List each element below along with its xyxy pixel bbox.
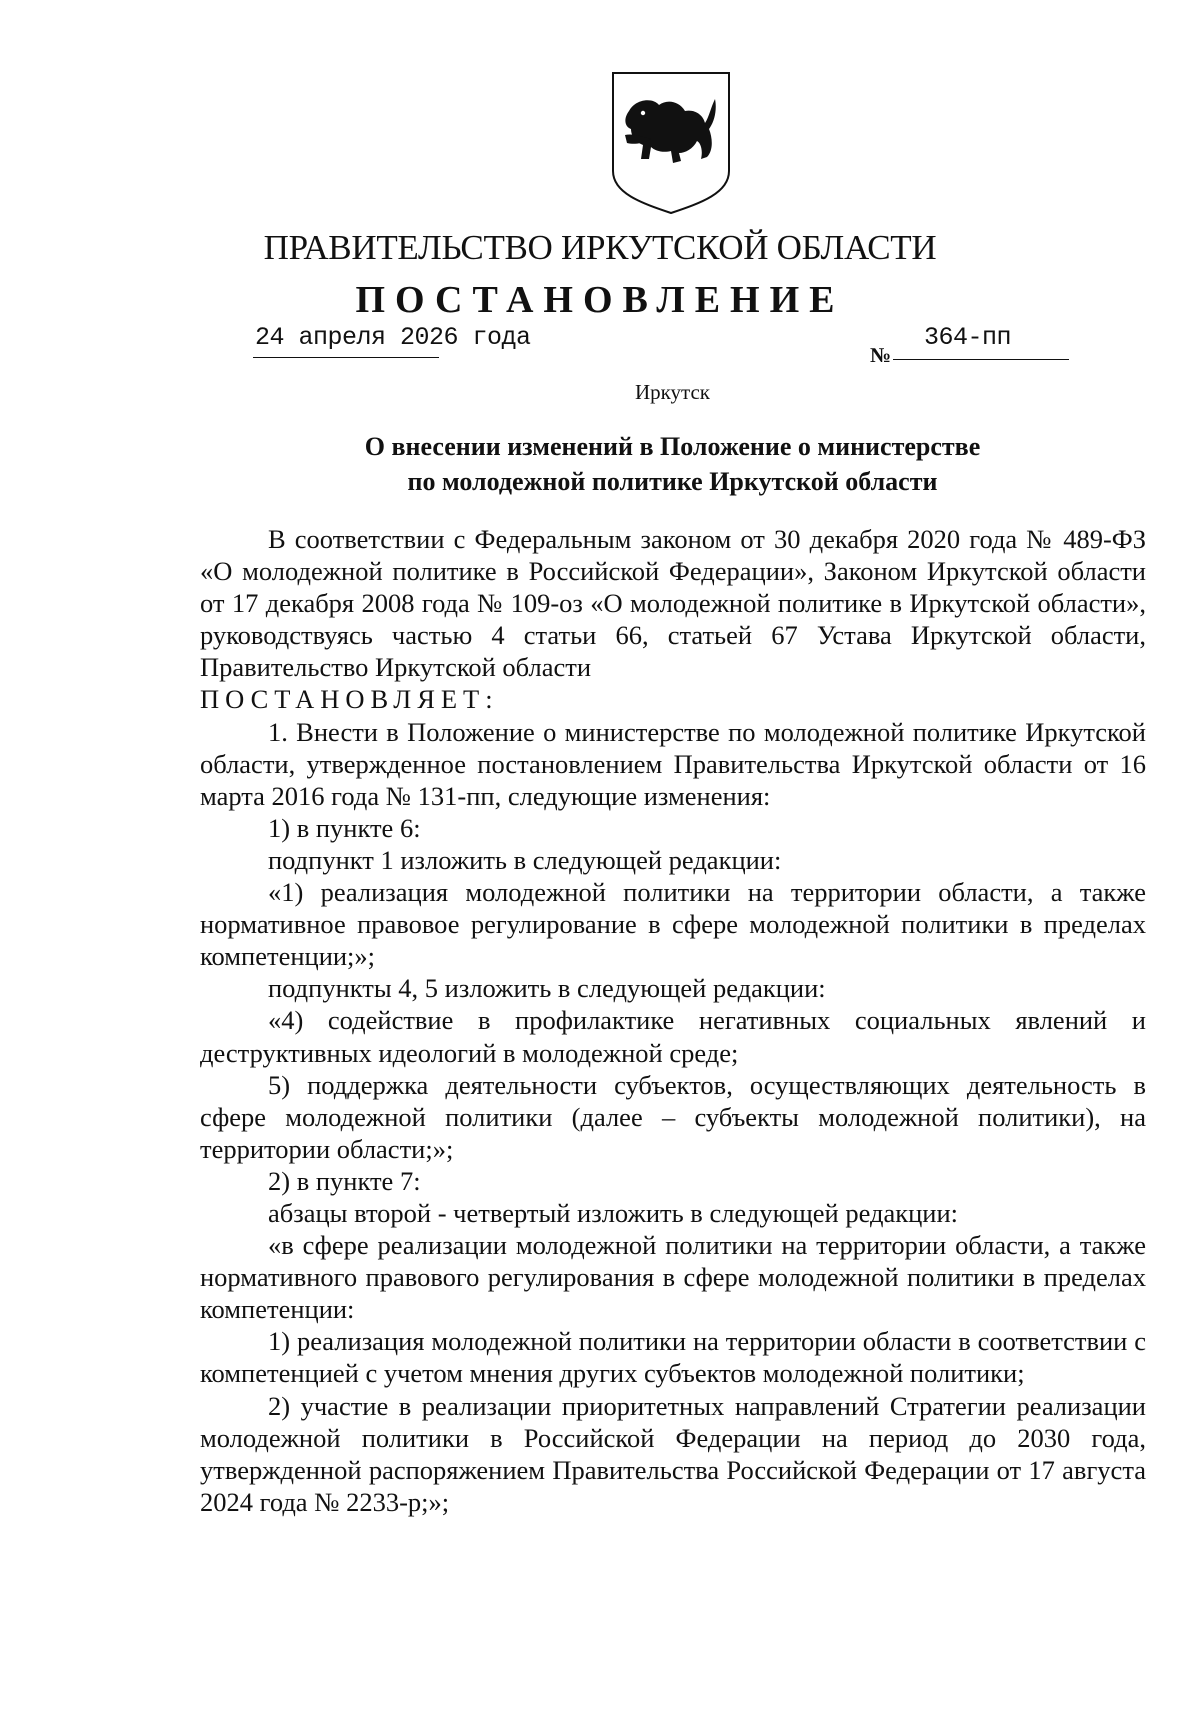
organization-name: ПРАВИТЕЛЬСТВО ИРКУТСКОЙ ОБЛАСТИ <box>263 228 937 267</box>
subitem-1a-text-paragraph: «1) реализация молодежной политики на территории области, а также нормативное правовое регулирование в сфере молодежной политики в пределах компетенции;»; <box>200 877 1146 972</box>
title-line-2: по молодежной политике Иркутской области <box>407 467 938 496</box>
document-title <box>0 429 1200 499</box>
subitem-1b-text4-paragraph: «4) содействие в профилактике негативных социальных явлений и деструктивных идеологий в молодежной среде; <box>200 1005 1146 1068</box>
subitem-2a-paragraph: абзацы второй - четвертый изложить в следующей редакции: <box>268 1197 959 1228</box>
subitem-1b-paragraph: подпункты 4, 5 изложить в следующей редакции: <box>268 973 826 1004</box>
subitem-2a-item2-paragraph: 2) участие в реализации приоритетных направлений Стратегии реализации молодежной политики в Российской Федерации на период до 2030 года, утвержденной распоряжением Правительства Российской Федерации от 17 августа 2024 года № 2233-р;»; <box>200 1390 1146 1517</box>
resolves-heading: ПОСТАНОВЛЯЕТ: <box>200 684 499 715</box>
number-sign: № <box>870 343 892 367</box>
coat-of-arms-icon <box>609 67 733 215</box>
document-number: 364-пп <box>924 323 1012 352</box>
subitem-1-paragraph: 1) в пункте 6: <box>268 812 421 843</box>
number-underline <box>893 359 1069 360</box>
subitem-2a-item1-paragraph: 1) реализация молодежной политики на территории области в соответствии с компетенцией с учетом мнения других субъектов молодежной политики; <box>200 1326 1146 1389</box>
subitem-2a-text-paragraph: «в сфере реализации молодежной политики на территории области, а также нормативного правового регулирования в сфере молодежной политики в пределах компетенции: <box>200 1230 1146 1325</box>
title-line-1: О внесении изменений в Положение о министерстве <box>364 432 981 461</box>
date-underline <box>253 357 439 358</box>
document-type: ПОСТАНОВЛЕНИЕ <box>355 279 845 321</box>
subitem-1b-text5-paragraph: 5) поддержка деятельности субъектов, осуществляющих деятельность в сфере молодежной политики (далее – субъекты молодежной политики), на территории области;»; <box>200 1069 1146 1164</box>
subitem-2-paragraph: 2) в пункте 7: <box>268 1165 421 1196</box>
document-date: 24 апреля 2026 года <box>255 323 531 352</box>
item-1-paragraph: 1. Внести в Положение о министерстве по молодежной политике Иркутской области, утвержденное постановлением Правительства Иркутской области от 16 марта 2016 года № 131-пп, следующие изменения: <box>200 716 1146 811</box>
document-body <box>200 523 1146 1518</box>
preamble-paragraph: В соответствии с Федеральным законом от 30 декабря 2020 года № 489-ФЗ «О молодежной политике в Российской Федерации», Законом Иркутской области от 17 декабря 2008 года № 109-оз «О молодежной политике в Иркутской области», руководствуясь частью 4 статьи 66, статьей 67 Устава Иркутской области, Правительство Иркутской области <box>200 524 1146 683</box>
subitem-1a-paragraph: подпункт 1 изложить в следующей редакции: <box>268 844 782 875</box>
city: Иркутск <box>634 380 711 404</box>
